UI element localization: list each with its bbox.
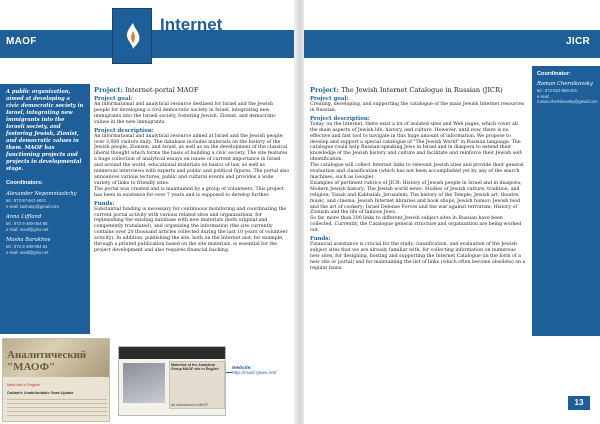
funds-text: Substantial funding is necessary for continuous monitoring and coordinating the current portal activity with various related sites and organizations, for replenishing the existing database with new materials (both original and competently translated), and organizing the information (the site currently contains over 20 thousand articles collected during the last 10 years of volunteer activity). In addition, publishing the site, both on the Internet and, for example, through a printed publication based on the site materials, is essential for the project development and also requires financial backing.: [94, 206, 288, 253]
coordinator-name: Alexander Nepomniashchy: [6, 191, 77, 197]
coordinator-name: Roman Chernikovsky: [537, 81, 593, 87]
description-text-2: The catalogue will collect Internet links to relevant Jewish sites and provide their general evaluation and classification (which has not been accomplished yet by any of the search machines, such as Google).: [310, 163, 524, 180]
description-text: An informational and analytical resource aimed at Israel and the Jewish people; over 3,000 visitors daily. The database includes materials on the history of the Jewish people, Zionism, and Israel, as well as on the development of the classical liberal thought which forms the basis of building a civic society. The site features a huge collection of analytical essays on issues of current importance in Israel and around the world, educational materials on basics of law, as well as numerous interviews with experts and public and political figures. The portal also announces various lectures, public and cultural events and provides a wide variety of links to friendly sites.: [94, 133, 290, 186]
coordinators-heading: Coordinators:: [6, 180, 43, 186]
goal-text: An informational and analytical resource destined for Israel and the Jewish people for developing a civil democratic society in Israel, integrating new immigrants into the Israeli society, fostering Jewish, Zionist, and democratic values in the new immigrants.: [94, 102, 276, 125]
organization-mission: A public organization, aimed at developing a civic democratic society in Israel, integrating new immigrants into the Israeli society, and fostering Jewish, Zionist, and democratic values in them. MAOF has functioning projects and projects in developmental stage.: [6, 89, 84, 172]
left-sidebar: [0, 84, 90, 334]
coordinator-email[interactable]: e-mail: roman.chernikovsky@gmail.com: [537, 94, 598, 104]
right-header-label: JICR: [566, 36, 590, 47]
description-heading: Project description:: [94, 127, 154, 134]
coordinator-entry: [6, 214, 84, 232]
coordinator-phone: tel.: 972-3-490-084-84: [6, 244, 48, 249]
right-header-bar: [304, 30, 600, 58]
site-banner-title: Аналитический "МАОФ": [7, 349, 87, 373]
site-headline: Outlaw's Unattributable Gaza Update: [7, 391, 74, 395]
left-header-label: MAOF: [6, 36, 37, 47]
flame-logo-icon: [121, 21, 145, 51]
site-subheading: Maof site in English: [7, 383, 40, 387]
coordinator-heading: Coordinator:: [537, 71, 571, 77]
goal-heading: Project goal:: [310, 96, 349, 102]
description-text: Today, on the Internet, there exist a lot of isolated sites and Web pages, which cover all the main aspects of Jewish life, history, and culture. However, until now, there is no effective and fast tool to navigate in this huge amount of information. We propose to develop and support a special catalogue of "The Jewish World" in Russian language. The catalogue could help Russian-speaking Jews in Israel and in diaspora to extend their knowledge of the Jewish history and culture and facilitate and reinforce their Jewish self-identification.: [310, 121, 523, 163]
site-caption: An introduction to MAOF: [171, 403, 209, 407]
right-sidebar-end: [532, 336, 600, 424]
goal-heading: Project goal:: [94, 96, 133, 102]
section-title: [160, 16, 226, 50]
coordinator-name: Masha Barukhov: [6, 237, 51, 243]
maof-project-column: [94, 86, 290, 254]
maof-english-screenshot: [118, 346, 226, 416]
maof-logo: [112, 8, 152, 64]
description-heading: Project description:: [310, 115, 370, 122]
jicr-project-column: [310, 86, 526, 272]
funds-text: Financial assistance is crucial for the study, classification, and evaluation of the Jewish-subject sites that we are already familiar with, for collecting information on numerous new sites, for designing, hosting and supporting the Internet Catalogue (in the form of a new site or portal) and for maintaining the list of links (which often become obsolete) on a regular basis.: [310, 242, 526, 271]
description-text-3: Examples of pertinent rubrics of JICR: History of Jewish people in Israel and in diaspora; Modern Jewish history; The Jewish world news; Studies of Jewish culture, tradition, and religion; Tanah and Kabbalah; Jerusalem; The history of the Temple; Jewish art, theatre, music, and cinema; Jewish Internet libraries and book shops; Jewish humor; Jewish food and the art of cookery; Israel Defense Forces and the war against terrorism; History of Zionism and the life of famous Jews.: [310, 180, 522, 216]
description-text-2: The portal was created and is maintained by a group of volunteers. This project has been in existence for over 7 years and is supposed to develop further.: [94, 186, 284, 198]
right-page: [304, 0, 600, 424]
section-title-line2: projects: [160, 32, 227, 51]
coordinator-phone: tel.: 972-57-641-4621: [6, 198, 47, 203]
site-photo: [123, 363, 165, 403]
funds-heading: Funds:: [310, 236, 331, 243]
coordinator-entry: [6, 191, 84, 209]
left-page: [0, 0, 296, 424]
goal-text: Creating, developing, and supporting the catalogue of the main Jewish Internet resources in Russian.: [310, 102, 525, 113]
site-text-lines: [7, 399, 107, 419]
website-url[interactable]: http://maof.rjews.net/: [232, 371, 277, 376]
site-info-text: Materials of the Analytical Group MAOF site in English: [171, 363, 219, 372]
project-title: Project: The Jewish Internet Catalogue in Russian (JICR): [310, 86, 503, 94]
coordinator-entry: [6, 237, 84, 255]
site-top-bar: [119, 347, 226, 359]
coordinator-email[interactable]: e-mail: maof@gmx.net: [6, 227, 49, 232]
funds-heading: Funds:: [94, 200, 115, 207]
coordinator-name: Anna Liffland: [6, 214, 42, 220]
coordinator-email[interactable]: e-mail: maof@gmx.net: [6, 250, 49, 255]
coordinator-phone: tel.: 972-522-858-421: [537, 88, 578, 93]
description-text-4: So far, more than 200 links to different Jewish subject sites in Russian have been collected. Currently, the Catalogue general structure and organization are being worked out.: [310, 216, 522, 234]
coordinator-email[interactable]: e-mail: sashanp@gmail.com: [6, 204, 59, 209]
project-title: Project: Internet-portal MAOF: [94, 86, 199, 94]
right-sidebar: [532, 66, 600, 336]
coordinator-phone: tel.: 972-3-490-064-86: [6, 221, 48, 226]
maof-site-screenshot: [2, 338, 110, 422]
section-title-line1: Internet: [160, 15, 223, 34]
page-number: 13: [568, 396, 590, 410]
website-link[interactable]: Website: http://maof.rjews.net/: [232, 366, 277, 376]
